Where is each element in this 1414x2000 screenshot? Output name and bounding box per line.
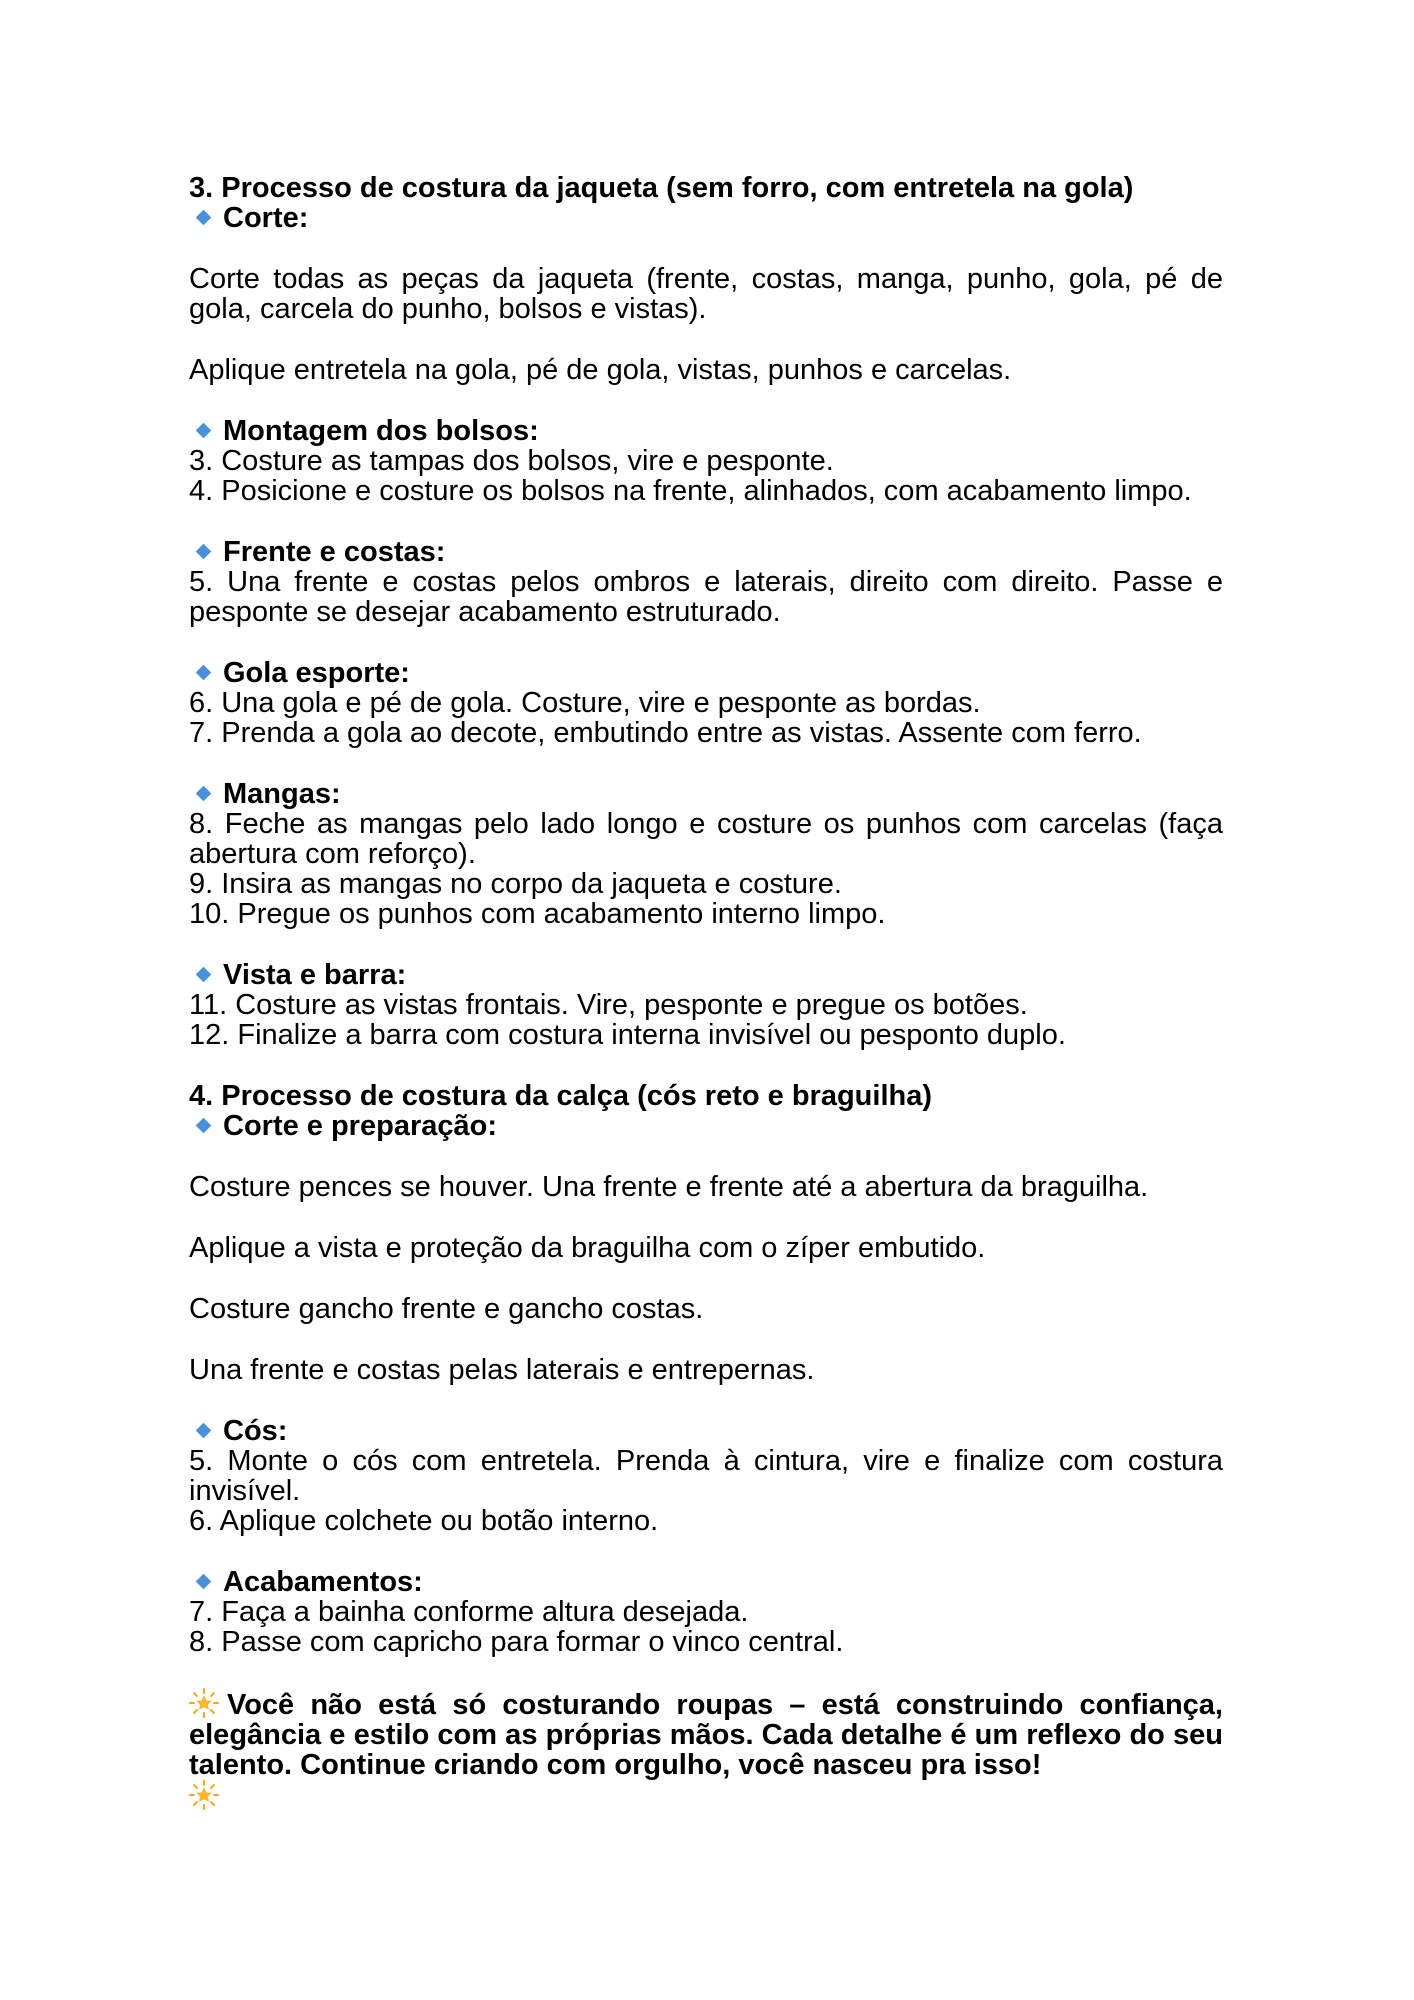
subheading-mangas: Mangas:: [189, 779, 1223, 809]
list-item: 6. Aplique colchete ou botão interno.: [189, 1505, 659, 1537]
subheading-bolsos: Montagem dos bolsos:: [189, 416, 1223, 446]
pants-section-title: 4. Processo de costura da calça (cós reto e braguilha): [189, 1080, 932, 1112]
list-item: 4. Posicione e costure os bolsos na frente, alinhados, com acabamento limpo.: [189, 475, 1192, 507]
paragraph: Aplique a vista e proteção da braguilha com o zíper embutido.: [189, 1232, 986, 1264]
list-item: 5. Una frente e costas pelos ombros e laterais, direito com direito. Passe e pesponte se desejar acabamento estruturado.: [189, 566, 1223, 628]
blue-diamond-icon: [196, 1423, 212, 1439]
blue-diamond-icon: [196, 1118, 212, 1134]
subheading-cos: Cós:: [189, 1416, 1223, 1446]
subheading-acabamentos: Acabamentos:: [189, 1567, 1223, 1597]
document-page: [189, 173, 1223, 1812]
blue-diamond-icon: [196, 544, 212, 560]
glowing-star-icon: [189, 1780, 219, 1810]
list-item: 7. Faça a bainha conforme altura desejada.: [189, 1596, 749, 1628]
list-item: 9. Insira as mangas no corpo da jaqueta e costure.: [189, 868, 842, 900]
blue-diamond-icon: [196, 1574, 212, 1590]
list-item: 8. Passe com capricho para formar o vinco central.: [189, 1626, 844, 1658]
subheading-gola: Gola esporte:: [189, 658, 1223, 688]
blue-diamond-icon: [196, 967, 212, 983]
subheading-corte: Corte:: [189, 203, 1223, 233]
paragraph: Una frente e costas pelas laterais e entrepernas.: [189, 1354, 815, 1386]
jacket-section-title: 3. Processo de costura da jaqueta (sem forro, com entretela na gola): [189, 172, 1134, 204]
list-item: 12. Finalize a barra com costura interna invisível ou pesponto duplo.: [189, 1019, 1066, 1051]
subheading-corte-preparacao: Corte e preparação:: [189, 1111, 1223, 1141]
blue-diamond-icon: [196, 665, 212, 681]
glowing-star-icon: [189, 1688, 219, 1718]
paragraph: Aplique entretela na gola, pé de gola, vistas, punhos e carcelas.: [189, 354, 1012, 386]
closing-message: Você não está só costurando roupas – está construindo confiança, elegância e estilo com as próprias mãos. Cada detalhe é um reflexo do seu talento. Continue criando com orgulho, você nasceu pra isso!: [189, 1688, 1223, 1812]
list-item: 5. Monte o cós com entretela. Prenda à cintura, vire e finalize com costura invisível.: [189, 1445, 1223, 1507]
list-item: 8. Feche as mangas pelo lado longo e costure os punhos com carcelas (faça abertura com reforço).: [189, 808, 1223, 870]
list-item: 10. Pregue os punhos com acabamento interno limpo.: [189, 898, 886, 930]
blue-diamond-icon: [196, 786, 212, 802]
paragraph: Corte todas as peças da jaqueta (frente, costas, manga, punho, gola, pé de gola, carcela do punho, bolsos e vistas).: [189, 263, 1223, 325]
list-item: 3. Costure as tampas dos bolsos, vire e pesponte.: [189, 445, 834, 477]
subheading-frente: Frente e costas:: [189, 537, 1223, 567]
blue-diamond-icon: [196, 210, 212, 226]
paragraph: Costure gancho frente e gancho costas.: [189, 1293, 704, 1325]
subheading-vista: Vista e barra:: [189, 960, 1223, 990]
paragraph: Costure pences se houver. Una frente e frente até a abertura da braguilha.: [189, 1171, 1149, 1203]
list-item: 11. Costure as vistas frontais. Vire, pesponte e pregue os botões.: [189, 989, 1028, 1021]
list-item: 6. Una gola e pé de gola. Costure, vire e pesponte as bordas.: [189, 687, 981, 719]
blue-diamond-icon: [196, 423, 212, 439]
list-item: 7. Prenda a gola ao decote, embutindo entre as vistas. Assente com ferro.: [189, 717, 1142, 749]
